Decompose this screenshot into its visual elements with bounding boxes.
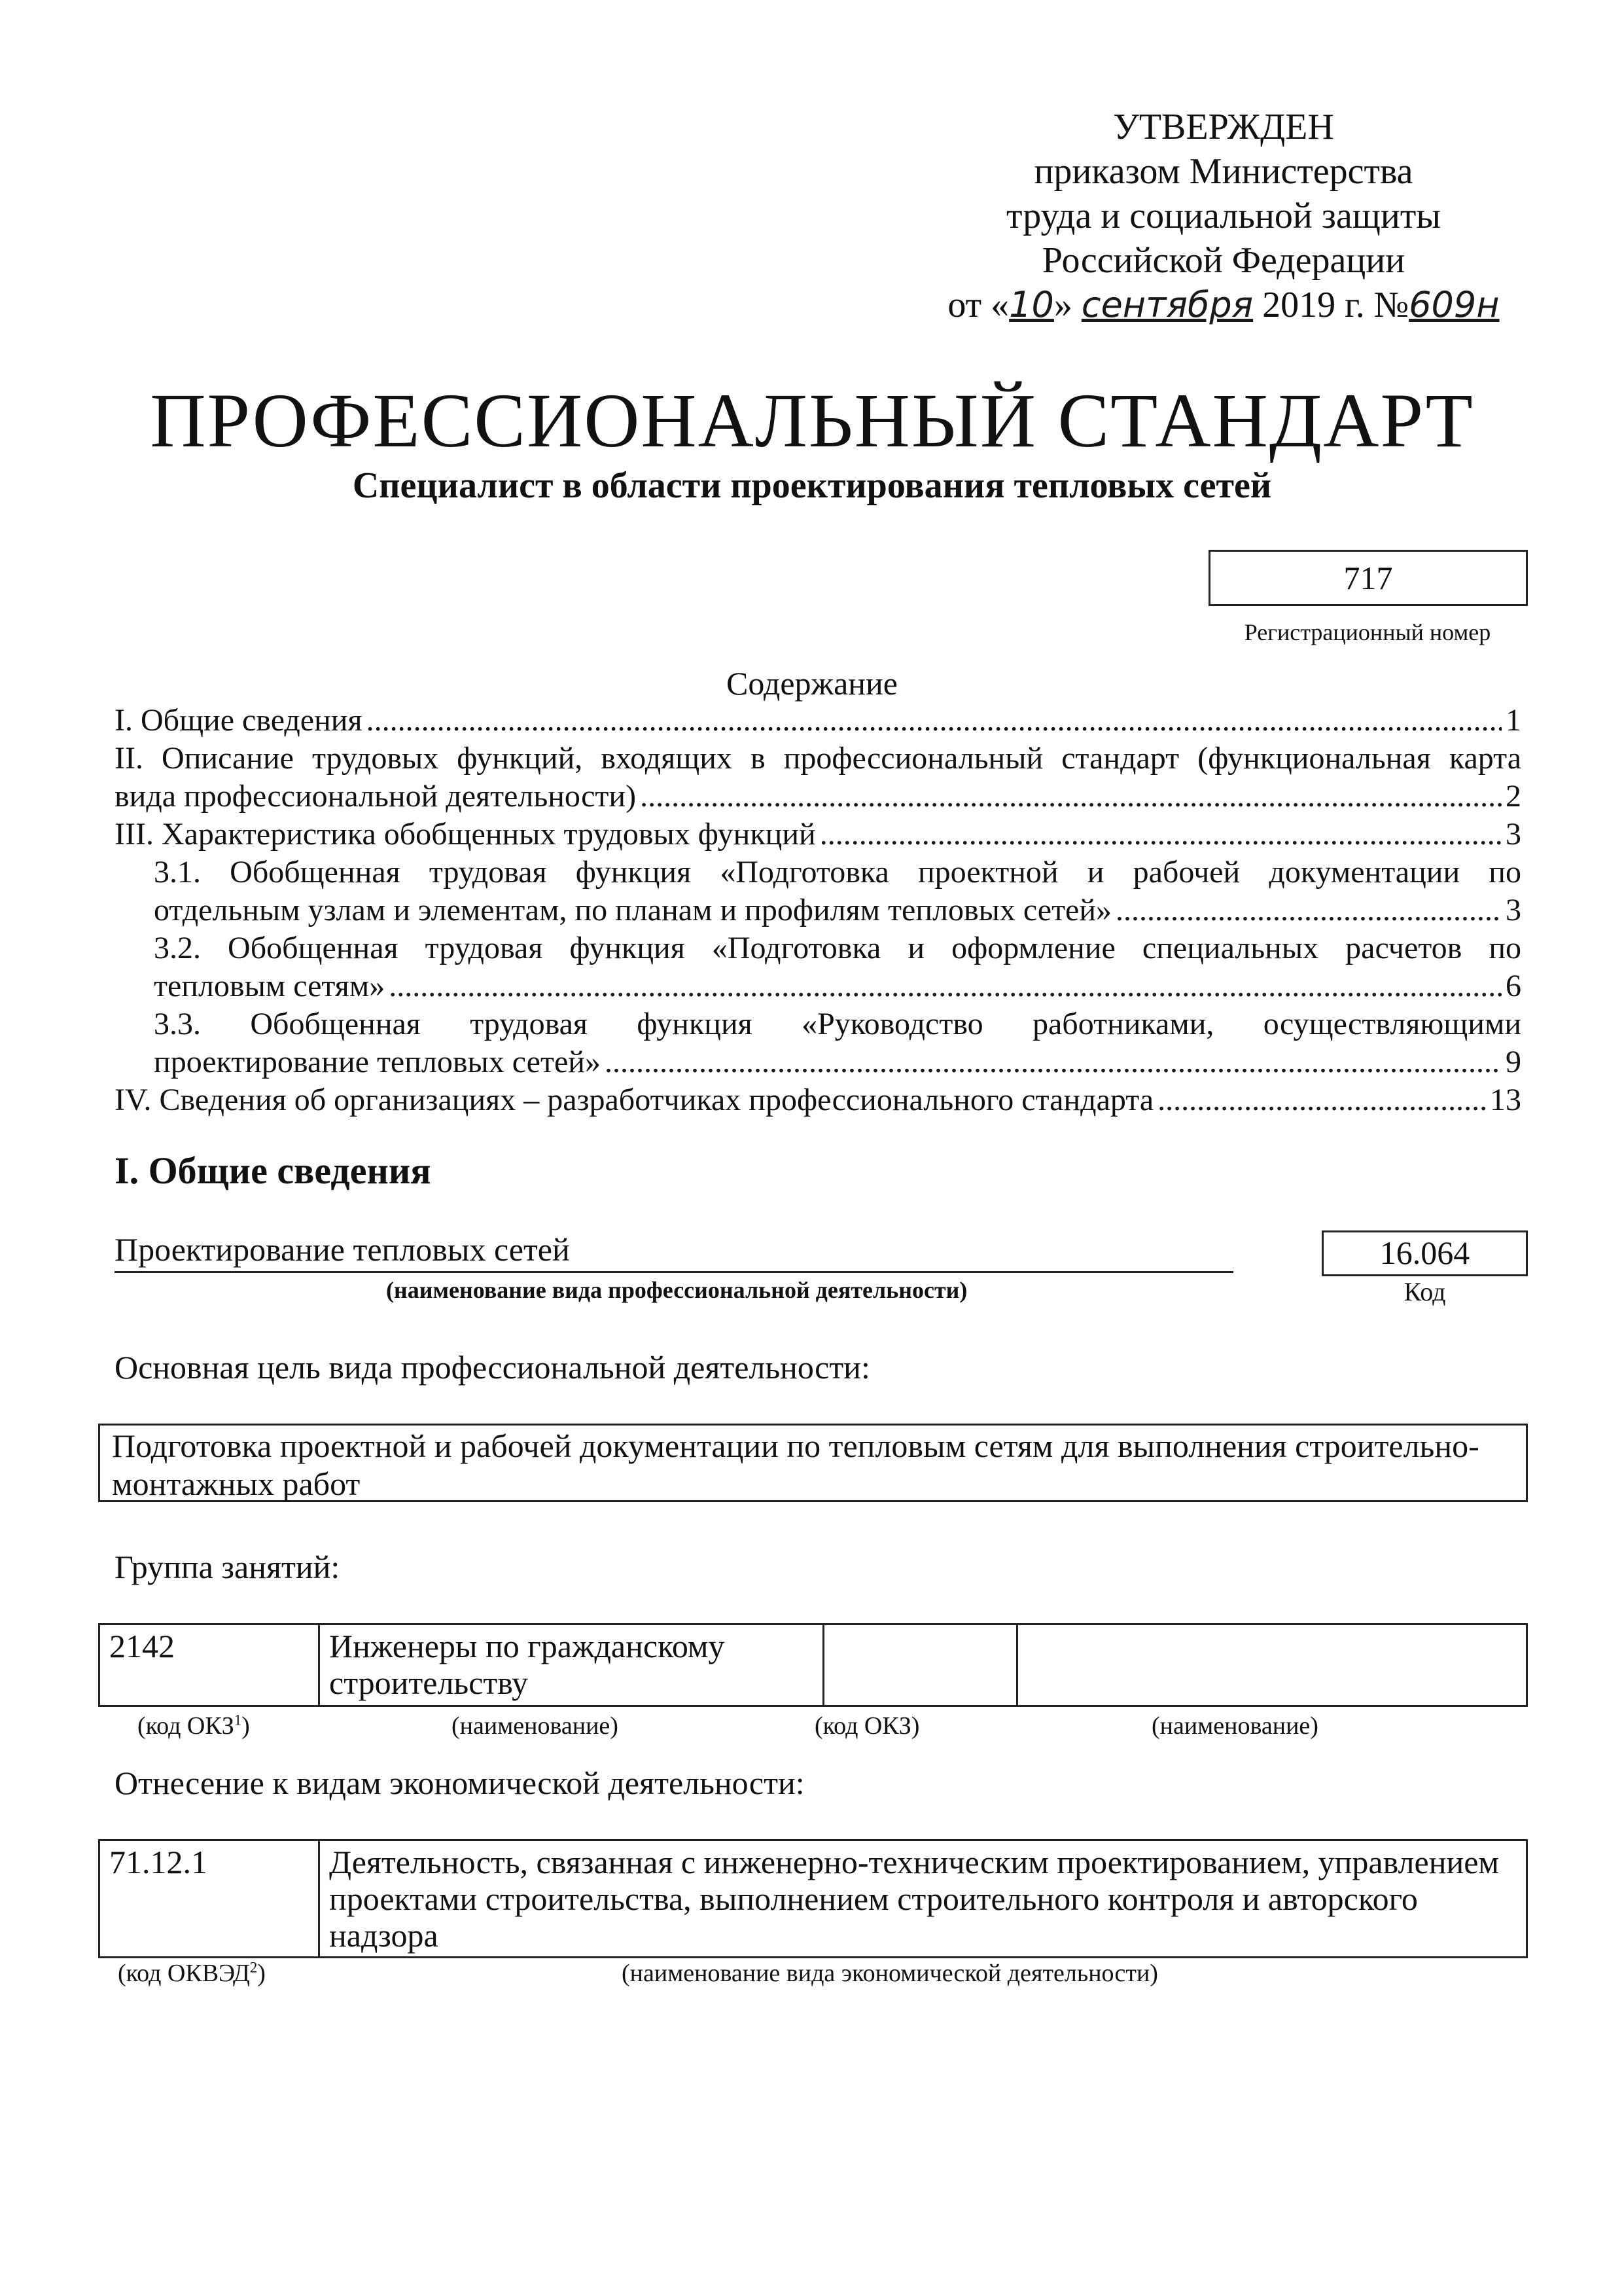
economic-activity-table [98,1839,1528,1958]
group-label: Группа занятий: [115,1549,340,1585]
section-1-heading: I. Общие сведения [115,1149,431,1192]
okz-name-cell-2 [1017,1624,1527,1706]
toc-item-text-first: 3.1. Обобщенная трудовая функция «Подготовка проектной и рабочей документации по [154,855,1521,889]
occupation-group-table [98,1623,1528,1707]
footnote-1-ref[interactable]: 1 [234,1712,242,1729]
toc-leader [820,816,1502,853]
toc-page: 13 [1490,1083,1521,1117]
toc-item-text: IV. Сведения об организациях – разработчиках профессионального стандарта [115,1083,1154,1117]
toc-page: 3 [1506,893,1521,927]
approval-line-2: приказом Министерства [1034,151,1413,192]
toc-page: 2 [1506,779,1521,814]
activity-name: Проектирование тепловых сетей [115,1230,1233,1273]
toc-leader [1157,1081,1486,1119]
toc-leader [1116,891,1502,929]
okz-code-cell-2 [824,1624,1017,1706]
toc-item-3-3[interactable] [115,1005,1521,1081]
date-year: 2019 г. № [1262,285,1409,325]
approval-block [903,105,1544,327]
toc-item-text-first: 3.2. Обобщенная трудовая функция «Подготовка и оформление специальных расчетов по [154,931,1521,965]
okz-name-caption: (наименование) [451,1712,618,1740]
toc-page: 1 [1506,703,1521,738]
order-number: 609н [1409,284,1500,325]
date-month: сентября [1081,284,1254,325]
toc-item-4[interactable] [115,1081,1521,1119]
okved-code-caption [118,1959,266,1988]
registration-number-label: Регистрационный номер [1244,619,1491,645]
footnote-2-ref[interactable]: 2 [249,1959,258,1976]
date-quote-close: » [1053,285,1072,325]
econ-label: Отнесение к видам экономической деятельности: [115,1765,805,1801]
goal-text-box: Подготовка проектной и рабочей документации по тепловым сетям для выполнения строительно-монтажных работ [98,1424,1528,1502]
toc-leader [366,702,1502,740]
toc-page: 9 [1506,1045,1521,1079]
toc-item-text: проектирование тепловых сетей» [154,1045,601,1079]
toc-leader [640,778,1502,816]
table-of-contents [115,702,1521,1119]
activity-code-caption: Код [1403,1277,1446,1306]
table-row [99,1624,1527,1706]
toc-item-text-first: II. Описание трудовых функций, входящих в профессиональный стандарт (функциональная карта [115,741,1521,776]
okved-code-cell: 71.12.1 [99,1840,319,1958]
toc-item-3-2[interactable] [115,929,1521,1005]
okved-name-caption: (наименование вида экономической деятельности) [622,1960,1158,1987]
document-title: ПРОФЕССИОНАЛЬНЫЙ СТАНДАРТ [150,378,1474,463]
document-subtitle: Специалист в области проектирования тепловых сетей [352,465,1272,506]
okz-code-caption-2: (код ОКЗ) [815,1712,920,1740]
toc-item-text-first: 3.3. Обобщенная трудовая функция «Руководство работниками, осуществляющими [154,1007,1521,1041]
okz-name-caption-2: (наименование) [1152,1712,1318,1740]
activity-code-box: 16.064 [1322,1230,1528,1276]
toc-item-1[interactable] [115,702,1521,740]
okz-caption-close: ) [241,1712,250,1740]
okved-caption-close: ) [257,1960,266,1987]
toc-leader [389,967,1502,1005]
toc-item-text: отдельным узлам и элементам, по планам и профилям тепловых сетей» [154,893,1112,927]
toc-item-text: тепловым сетям» [154,969,385,1003]
toc-heading: Содержание [726,665,898,702]
toc-item-3[interactable] [115,816,1521,853]
okz-code-caption [137,1712,250,1740]
okz-code-cell: 2142 [99,1624,319,1706]
toc-page: 3 [1506,817,1521,852]
date-day: 10 [1009,284,1054,325]
toc-item-text: I. Общие сведения [115,703,362,738]
approval-line-3: труда и социальной защиты [1006,196,1441,236]
approval-line-1: УТВЕРЖДЕН [1113,107,1334,147]
toc-page: 6 [1506,969,1521,1003]
table-row [99,1840,1527,1958]
toc-item-text: вида профессиональной деятельности) [115,779,637,814]
date-prefix: от « [947,285,1010,325]
okz-caption-text: (код ОКЗ [137,1712,234,1740]
toc-item-2[interactable] [115,740,1521,816]
goal-label: Основная цель вида профессиональной деятельности: [115,1349,870,1386]
toc-item-text: III. Характеристика обобщенных трудовых функций [115,817,816,852]
approval-date-line [903,283,1544,327]
approval-line-4: Российской Федерации [1042,240,1405,281]
activity-caption: (наименование вида профессиональной деятельности) [386,1277,968,1303]
okved-name-cell: Деятельность, связанная с инженерно-техническим проектированием, управлением проектами строительства, выполнением строительного контроля и авторского надзора [319,1840,1527,1958]
okved-caption-text: (код ОКВЭД [118,1960,250,1987]
toc-leader [605,1043,1502,1081]
registration-number-box: 717 [1209,550,1528,606]
toc-item-3-1[interactable] [115,853,1521,929]
okz-name-cell: Инженеры по гражданскому строительству [319,1624,824,1706]
